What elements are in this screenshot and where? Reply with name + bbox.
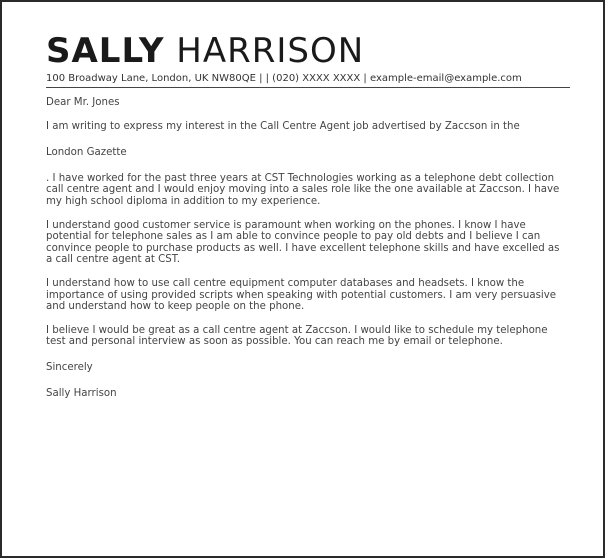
signature: Sally Harrison — [46, 387, 117, 399]
last-name: HARRISON — [176, 31, 365, 71]
letter-body — [46, 97, 566, 399]
intro-line-2: London Gazette — [46, 147, 127, 159]
applicant-name — [46, 32, 566, 70]
salutation: Dear Mr. Jones — [46, 97, 120, 108]
contact-line: 100 Broadway Lane, London, UK NW80QE | | (020) XXXX XXXX | example-email@example.com — [46, 70, 570, 88]
closing-paragraph: I believe I would be great as a call centre agent at Zaccson. I would like to schedule my telephone test and personal interview as soon as possible. You can reach me by email or telephone. — [46, 324, 548, 348]
sign-off: Sincerely — [46, 361, 93, 373]
letter-content — [46, 32, 566, 399]
intro-line-1: I am writing to express my interest in the Call Centre Agent job advertised by Zaccson in the — [46, 120, 520, 132]
customer-service-paragraph: I understand good customer service is paramount when working on the phones. I know I have potential for telephone sales as I am able to convince people to pay old debts and I believe I can convince people to purchase products as well. I have excellent telephone skills and have excelled as a call centre agent at CST. — [46, 219, 560, 266]
equipment-paragraph: I understand how to use call centre equipment computer databases and headsets. I know the importance of using provided scripts when speaking with potential customers. I am very persuasive and understand how to keep people on the phone. — [46, 277, 557, 313]
experience-paragraph: . I have worked for the past three years at CST Technologies working as a telephone debt collection call centre agent and I would enjoy moving into a sales role like the one available at Zaccson. I have my high school diploma in addition to my experience. — [46, 172, 560, 207]
first-name: SALLY — [46, 31, 165, 71]
